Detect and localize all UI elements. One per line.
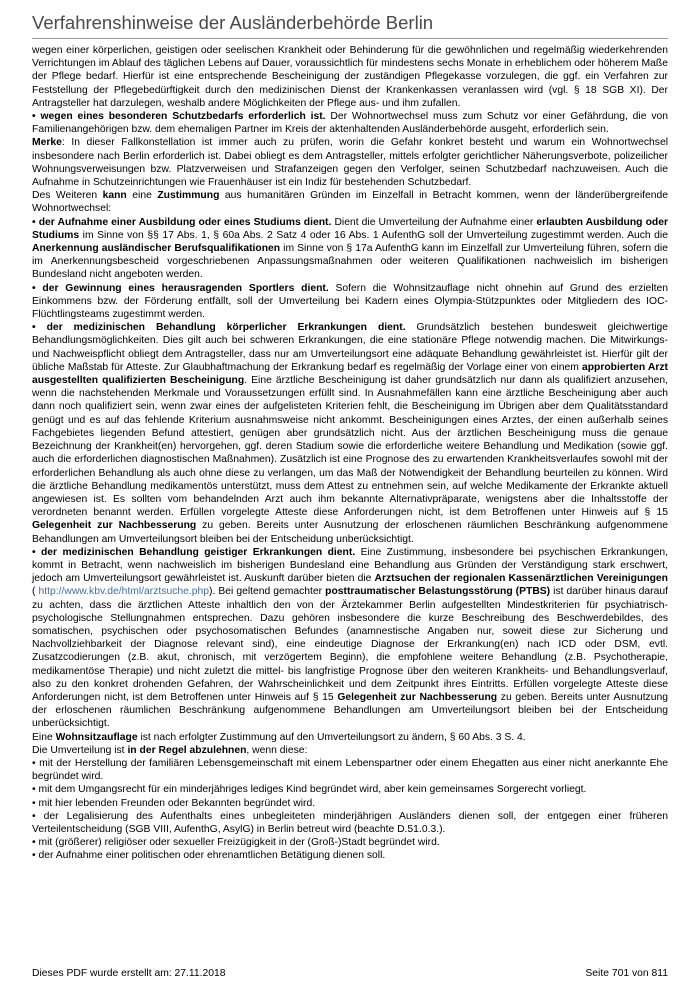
paragraph	[32, 44, 668, 110]
page-footer	[32, 968, 668, 979]
text-run: aus humanitären Gründen im Einzelfall in Betracht kommen, wenn der länderübergreifende Wohnortwechsel:	[32, 190, 668, 215]
text-run: Grundsätzlich bestehen bundesweit gleichwertige Behandlungsmöglichkeiten. Dies gilt auch bei schweren Erkrankungen, die eine stationäre Pflege notwendig machen. Die Mitwirkungs- und Nachweispflicht obliegt dem Antragsteller, dass nur am Umverteilungsort eine adäquate Behandlung gewährleistet ist. Hierfür gilt der übliche Maßstab für Atteste. Zur Glaubhaftmachung der Erkrankung bedarf es regelmäßig der Vorlage einer von einem	[32, 322, 669, 373]
bold-text: Gelegenheit zur Nachbesserung	[337, 691, 498, 703]
text-run: zu geben. Bereits unter Ausnutzung der erloschenen räumlichen Beschränkung aufgenommene Behandlungen am Umverteilungsort bleiben bei der Entscheidung unberücksichtigt.	[32, 691, 668, 730]
paragraph	[32, 321, 668, 545]
text-run: : In dieser Fallkonstellation ist immer auch zu prüfen, worin die Gefahr konkret besteht und warum ein Wohnortwechsel insbesondere nach Berlin erforderlich ist. Dabei obliegt es dem Antragsteller, mittels erfolgter gerichtlicher Näherungsverbote, polizeilicher Wohnungsverweisungen bzw. Platzverweisen und Strafanzeigen gegen den Verfolger, seinen Schutzbedarf nachzuweisen. Auch die Aufnahme in Schutzeinrichtungen wie Frauenhäuser ist ein Indiz für bestehenden Schutzbedarf.	[32, 137, 668, 189]
paragraph	[32, 189, 668, 215]
bold-text: in der Regel abzulehnen	[127, 744, 247, 756]
text-run: Der Wohnortwechsel muss zum Schutz vor einer Gefährdung, die von Familienangehörigen bzw. dem ehemaligen Partner im Kreis der aktenhaltenden Ausländerbehörde ausgeht, erforderlich sein.	[32, 111, 668, 136]
bold-text: Zustimmung	[157, 190, 220, 202]
paragraph	[32, 546, 668, 731]
text-run: Die Umverteilung ist	[32, 744, 128, 756]
text-run: Eine	[32, 731, 56, 743]
text-run: Dient die Umverteilung der Aufnahme einer	[331, 216, 537, 228]
document-body	[32, 44, 668, 863]
text-run: eine	[126, 190, 158, 202]
bold-text: Merke	[32, 137, 62, 149]
bold-text: • der Gewinnung eines herausragenden Sportlers dient.	[32, 282, 329, 294]
paragraph	[32, 744, 668, 757]
page-header-title: Verfahrenshinweise der Ausländerbehörde Berlin	[32, 12, 668, 39]
paragraph	[32, 757, 668, 783]
text-run: (	[32, 586, 39, 598]
bold-text: approbierten Arzt ausgestellten qualifizierten Bescheinigung	[32, 361, 668, 387]
bold-text: posttraumatischer Belastungsstörung (PTBS)	[325, 586, 551, 598]
text-run: ist darüber hinaus darauf zu achten, dass die ärztlichen Atteste inhaltlich den von der Ärztekammer Berlin aufgestellten Mindestkriterien für psychiatrisch-psychologische Stellungnahmen entsprechen. Dazu gehören insbesondere die kurze Beschreibung des Beschwerdebildes, des somatischen, psychischen oder psychosomatischen Befundes (anamnestische Angaben nur, soweit diese zur Sicherung und Nachvollziehbarkeit der Diagnose relevant sind), eine eindeutige Diagnose der Erkrankung(en) nach ICD oder DSM, evtl. Zusatzcodierungen (z.B. akut, chronisch, mit verzögertem Beginn), die empfohlene weitere Behandlung (z.B. Psychotherapie, medikamentöse Therapie) und nicht zuletzt die mittel- bis langfristige Prognose über den weiteren Krankheits- und Behandlungsverlauf, also zu den konkret drohenden Gefahren, der Wahrscheinlichkeit und dem Zeitpunkt ihres Eintritts. Erfüllen vorgelegte Atteste diese Anforderungen nicht, ist dem Betroffenen unter Hinweis auf § 15	[32, 586, 668, 703]
paragraph	[32, 783, 668, 796]
paragraph	[32, 282, 668, 322]
text-run: • der Legalisierung des Aufenthalts eines unbegleiteten minderjährigen Ausländers dienen soll, der entgegen einer früheren Verteilentscheidung (SGB VIII, AufenthG, AsylG) in Berlin betreut wird (beachte D.51.0.3.).	[32, 810, 668, 835]
bold-text: • der medizinischen Behandlung körperlicher Erkrankungen dient.	[32, 322, 406, 334]
text-run: ). Bei geltend gemachter	[209, 586, 326, 598]
text-run: im Sinne von §§ 17 Abs. 1, § 60a Abs. 2 Satz 4 oder 16 Abs. 1 AufenthG soll der Umverteilung zugestimmt werden. Auch die	[79, 229, 668, 241]
text-run: Sofern die Wohnsitzauflage nicht ohnehin auf Grund des erzielten Einkommens bzw. der Förderung entfällt, soll der Umverteilung bei Kadern eines Olympia-Stützpunktes oder Mitgliedern des IOC-Flüchtlingsteams zugestimmt werden.	[32, 282, 668, 321]
text-run: , wenn diese:	[246, 744, 308, 756]
text-run: Eine Zustimmung, insbesondere bei psychischen Erkrankungen, kommt in Betracht, wenn nachweislich im bisherigen Bundesland eine Behandlung aus Gründen der Verständigung stark erschwert, jedoch am Umverteilungsort gewährleistet ist. Auskunft darüber bieten die	[32, 546, 668, 585]
bold-text: • wegen eines besonderen Schutzbedarfs erforderlich ist.	[32, 111, 326, 123]
paragraph	[32, 797, 668, 810]
footer-created-date: Dieses PDF wurde erstellt am: 27.11.2018	[32, 968, 226, 979]
paragraph	[32, 836, 668, 849]
bold-text: Anerkennung ausländischer Berufsqualifikationen	[32, 243, 281, 255]
paragraph	[32, 216, 668, 282]
text-run: zu geben. Bereits unter Ausnutzung der erloschenen räumlichen Beschränkung aufgenommene Behandlungen am Umverteilungsort bleiben bei der Entscheidung unberücksichtigt.	[32, 520, 668, 545]
bold-text: kann	[102, 190, 127, 202]
text-run: • der Aufnahme einer politischen oder ehrenamtlichen Betätigung dienen soll.	[32, 850, 386, 862]
text-run: im Sinne von § 17a AufenthG kann im Einzelfall zur Umverteilung führen, sofern die im Anerkennungsbescheid vorgeschriebenen Anpassungsmaßnahmen oder weiteren Qualifikationen nachweislich im bisherigen Bundesland nicht angeboten werden.	[32, 243, 668, 281]
text-run: • mit hier lebenden Freunden oder Bekannten begründet wird.	[32, 797, 316, 809]
bold-text: Gelegenheit zur Nachbesserung	[32, 520, 197, 532]
arztsuche-link[interactable]: http://www.kbv.de/html/arztsuche.php	[38, 586, 210, 598]
footer-page-number: Seite 701 von 811	[585, 968, 668, 979]
text-run: • mit dem Umgangsrecht für ein minderjähriges lediges Kind begründet wird, aber kein gemeinsames Sorgerecht vorliegt.	[32, 784, 587, 796]
paragraph	[32, 849, 668, 862]
text-run: . Eine ärztliche Bescheinigung ist daher grundsätzlich nur dann als qualifiziert anzusehen, wenn die nachstehenden Merkmale und Voraussetzungen erfüllt sind. In Ausnahmefällen kann eine ärztliche Bescheinigung aber auch dann noch qualifiziert sein, wenn zwar eines der aufgelisteten Kriterien fehlt, die Bescheinigung im Übrigen aber dem Qualitätsstandard genügt und es auf das fehlende Kriterium ausnahmsweise nicht ankommt. Bescheinigungen eines Arztes, der einen außerhalb seines Fachgebietes liegenden Befund attestiert, genügen aber grundsätzlich nicht. Aus der ärztlichen Bescheinigung muss die genaue Bezeichnung der Krankheit(en) hervorgehen, ggf. deren Stadium sowie die erforderliche weitere Behandlung und Medikation (sowie ggf. auch die erforderlichen diagnostischen Maßnahmen). Zusätzlich ist eine Prognose des zu erwartenden Krankheitsverlaufes sowohl mit der erforderlichen Behandlung als auch ohne diese zu verlangen, um das Maß der Notwendigkeit der Behandlung beurteilen zu können. Wird die ärztliche Behandlung medikamentös unterstützt, muss dem Attest zu entnehmen sein, auf welche Medikamente der Erkrankte aktuell angewiesen ist. Es sollten vom behandelnden Arzt auch ihm bekannte Alternativpräparate, wenigstens aber die Inhaltsstoffe der verordneten benannt werden. Erfüllen vorgelegte Atteste diese Anforderungen nicht, ist dem Betroffenen unter Hinweis auf § 15	[32, 375, 668, 519]
text-run: Des Weiteren	[32, 190, 103, 202]
text-run: wegen einer körperlichen, geistigen oder seelischen Krankheit oder Behinderung für die gewöhnlichen und regelmäßig wiederkehrenden Verrichtungen im Ablauf des täglichen Lebens auf Dauer, voraussichtlich für mindestens sechs Monate in erheblichem oder höherem Maße der Pflege bedarf. Hierfür ist eine entsprechende Bescheinigung der zuständigen Pflegekasse vorzulegen, die ggf. ein Verfahren zur Feststellung der Pflegebedürftigkeit durch den medizinischen Dienst der Krankenkassen veranlassen wird (vgl. § 18 SGB XI). Der Antragsteller hat darzulegen, weshalb andere Möglichkeiten der Pflege aus- und ihm zufallen.	[32, 45, 668, 109]
bold-text: Arztsuchen der regionalen Kassenärztlichen Vereinigungen	[374, 573, 668, 585]
text-run: ist nach erfolgter Zustimmung auf den Umverteilungsort zu ändern, § 60 Abs. 3 S. 4.	[137, 731, 526, 743]
paragraph	[32, 731, 668, 744]
bold-text: • der medizinischen Behandlung geistiger Erkrankungen dient.	[32, 546, 356, 558]
paragraph	[32, 136, 668, 189]
bold-text: • der Aufnahme einer Ausbildung oder eines Studiums dient.	[32, 216, 332, 228]
paragraph	[32, 810, 668, 836]
bold-text: Wohnsitzauflage	[55, 731, 138, 743]
text-run: • mit der Herstellung der familiären Lebensgemeinschaft mit einem Lebenspartner oder einem Ehegatten aus einer nicht anerkannte Ehe begründet wird.	[32, 757, 668, 783]
bold-text: erlaubten Ausbildung oder Studiums	[32, 216, 668, 241]
paragraph	[32, 110, 668, 136]
text-run: • mit (größerer) religiöser oder sexueller Freizügigkeit in der (Groß-)Stadt begründet wird.	[32, 837, 440, 849]
